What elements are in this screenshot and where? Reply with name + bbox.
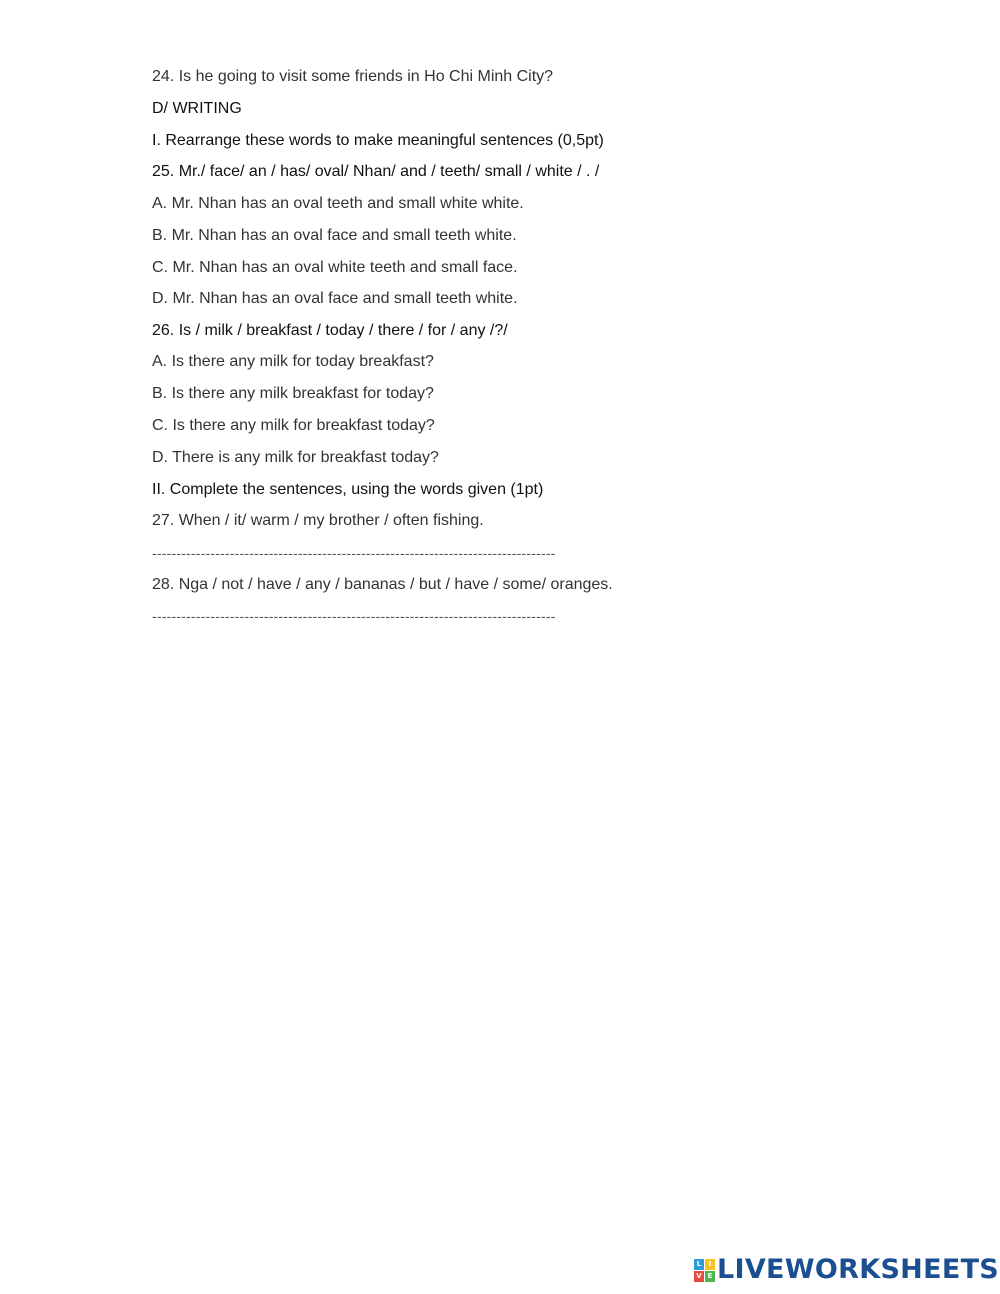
liveworksheets-logo [694,1256,999,1284]
question-26: 26. Is / milk / breakfast / today / there / for / any /?/ [152,322,508,339]
part-2-instruction: II. Complete the sentences, using the words given (1pt) [152,481,544,498]
question-24: 24. Is he going to visit some friends in Ho Chi Minh City? [152,68,554,85]
liveworksheets-logo-icon: L I V E [694,1259,714,1281]
question-26-option-a[interactable]: A. Is there any milk for today breakfast? [152,353,434,370]
section-writing-heading: D/ WRITING [152,100,242,117]
answer-line-28[interactable]: ----------------------------------------------------------------------------------- [152,608,556,624]
part-1-instruction: I. Rearrange these words to make meaningful sentences (0,5pt) [152,132,604,149]
question-25: 25. Mr./ face/ an / has/ oval/ Nhan/ and / teeth/ small / white / . / [152,163,600,180]
question-26-option-d[interactable]: D. There is any milk for breakfast today? [152,449,439,466]
question-28: 28. Nga / not / have / any / bananas / but / have / some/ oranges. [152,576,613,593]
liveworksheets-logo-text: LIVEWORKSHEETS [717,1254,1000,1285]
question-26-option-b[interactable]: B. Is there any milk breakfast for today? [152,385,434,402]
answer-line-27[interactable]: ----------------------------------------------------------------------------------- [152,545,556,561]
question-25-option-a[interactable]: A. Mr. Nhan has an oval teeth and small white white. [152,195,524,212]
question-26-option-c[interactable]: C. Is there any milk for breakfast today? [152,417,435,434]
question-25-option-c[interactable]: C. Mr. Nhan has an oval white teeth and small face. [152,259,518,276]
question-25-option-b[interactable]: B. Mr. Nhan has an oval face and small teeth white. [152,227,517,244]
question-27: 27. When / it/ warm / my brother / often fishing. [152,512,484,529]
question-25-option-d[interactable]: D. Mr. Nhan has an oval face and small teeth white. [152,290,518,307]
